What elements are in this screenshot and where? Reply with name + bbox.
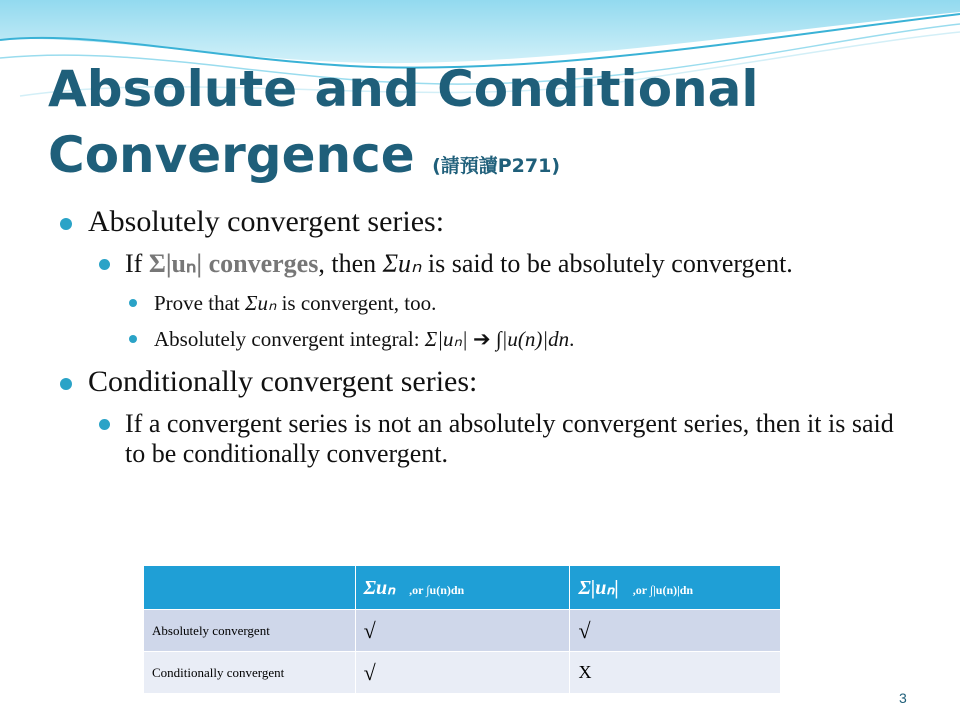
header-abs-sum-main: Σ|uₙ| (578, 577, 619, 599)
table-row (144, 610, 781, 652)
bullet-absolute-integral (129, 325, 920, 353)
prove-math: Σuₙ (244, 291, 277, 315)
row-cross-abs-sum: X (570, 652, 781, 694)
slide-title (48, 56, 928, 199)
table-header-row (144, 566, 781, 610)
row-check-sum: √ (355, 652, 570, 694)
header-sum-sub: ,or ∫u(n)dn (409, 583, 465, 597)
absolute-def-suffix: is said to be absolutely convergent. (421, 249, 793, 278)
slide-title-sub: (請預讀P271) (432, 155, 561, 177)
integral-prefix: Absolutely convergent integral: (154, 327, 425, 351)
row-label: Absolutely convergent (144, 610, 356, 652)
convergence-table (143, 565, 781, 694)
integral-math-integral: ∫|u(n)|dn (495, 327, 570, 351)
bullet-absolutely-convergent: Absolutely convergent series: (60, 205, 920, 239)
integral-suffix: . (569, 327, 575, 351)
prove-suffix: is convergent, too. (276, 291, 437, 315)
bullet-absolute-definition (99, 249, 920, 279)
absolute-def-math: Σuₙ (382, 249, 422, 278)
table-header-abs-sum (570, 566, 781, 610)
prove-prefix: Prove that (154, 291, 245, 315)
bullet-conditionally-convergent: Conditionally convergent series: (60, 365, 920, 399)
row-label: Conditionally convergent (144, 652, 356, 694)
table-header-sum (355, 566, 570, 610)
slide-title-main: Absolute and Conditional Convergence (48, 60, 759, 184)
page-number: 3 (899, 690, 907, 706)
absolute-def-middle: , then (318, 249, 383, 278)
row-check-abs-sum: √ (570, 610, 781, 652)
integral-math-sum: Σ|uₙ| (424, 327, 468, 351)
absolute-def-emphasis: Σ|uₙ| converges (148, 249, 319, 278)
arrow-icon: ➔ (472, 327, 491, 351)
slide-body (60, 205, 920, 479)
header-abs-sum-sub: ,or ∫|u(n)|dn (632, 583, 694, 597)
table-header-empty (144, 566, 356, 610)
bullet-conditional-definition: If a convergent series is not an absolutely convergent series, then it is said to be conditionally convergent. (99, 409, 920, 469)
absolute-def-prefix: If (125, 249, 149, 278)
row-check-sum: √ (355, 610, 570, 652)
bullet-prove-convergent (129, 289, 920, 317)
table-row (144, 652, 781, 694)
header-sum-main: Σuₙ (363, 577, 396, 599)
